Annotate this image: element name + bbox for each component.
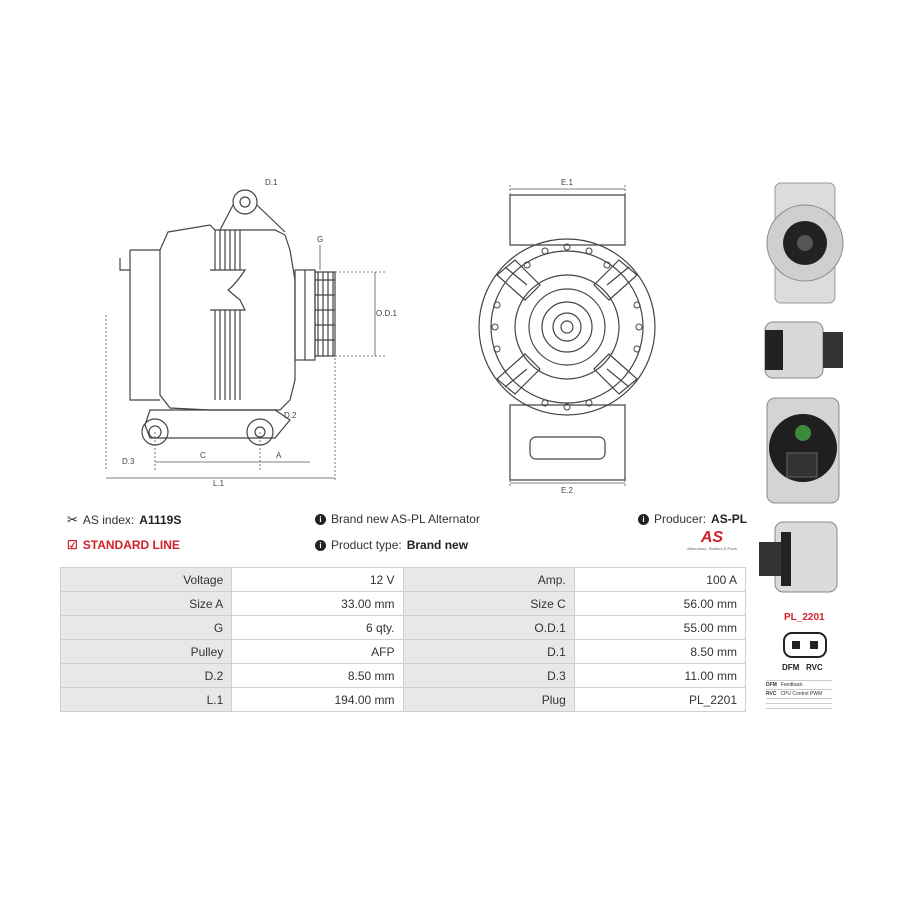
plug-legend (766, 680, 832, 709)
spec-label: L.1 (61, 688, 232, 712)
spec-value: 194.00 mm (232, 688, 403, 712)
spec-label: Size A (61, 592, 232, 616)
spec-row (61, 616, 746, 640)
spec-value: 56.00 mm (574, 592, 745, 616)
label-l1: L.1 (213, 479, 225, 488)
producer (638, 512, 747, 526)
plug-code: PL_2201 (784, 612, 825, 623)
spec-value: AFP (232, 640, 403, 664)
description (315, 512, 480, 526)
spec-label: Pulley (61, 640, 232, 664)
label-e2: E.2 (561, 486, 574, 495)
side-view-drawing (100, 170, 397, 490)
product-type (315, 538, 468, 552)
product-type-value: Brand new (406, 538, 469, 552)
spec-label: Plug (403, 688, 574, 712)
spec-value: 8.50 mm (574, 640, 745, 664)
spec-label: D.2 (61, 664, 232, 688)
front-view-drawing (465, 175, 645, 495)
as-index (67, 512, 181, 528)
product-photo-side[interactable] (757, 310, 849, 390)
brand-logo (678, 530, 746, 551)
spec-label: G (61, 616, 232, 640)
label-d3: D.3 (122, 457, 135, 466)
legend-desc: CPU Control PWM (780, 691, 823, 697)
plug-pin-rvc: RVC (806, 663, 823, 672)
info-icon: i (638, 514, 649, 525)
producer-label: Producer: (654, 512, 707, 526)
description-text: Brand new AS-PL Alternator (331, 512, 480, 526)
label-d2: D.2 (284, 411, 297, 420)
plug-pin-dfm: DFM (782, 663, 800, 672)
standard-line (67, 538, 180, 552)
producer-value: AS-PL (711, 512, 748, 526)
label-od1: O.D.1 (376, 309, 397, 318)
standard-line-label: STANDARD LINE (82, 538, 180, 552)
spec-value: 11.00 mm (574, 664, 745, 688)
spec-label: O.D.1 (403, 616, 574, 640)
info-icon: i (315, 514, 326, 525)
spec-label: D.3 (403, 664, 574, 688)
spec-value: 100 A (574, 568, 745, 592)
spec-value: 6 qty. (232, 616, 403, 640)
spec-value: 12 V (232, 568, 403, 592)
spec-label: Size C (403, 592, 574, 616)
checkbox-icon: ☑ (67, 538, 78, 552)
label-a: A (276, 451, 282, 460)
legend-desc: Feedback (780, 682, 803, 688)
logo-tagline: Alternators, Starters & Parts (687, 546, 737, 551)
label-g: G (317, 235, 324, 244)
spec-row (61, 640, 746, 664)
spec-label: Voltage (61, 568, 232, 592)
spec-value: 8.50 mm (232, 664, 403, 688)
spec-table (60, 567, 746, 712)
spec-row (61, 568, 746, 592)
logo-mark: AS (700, 529, 724, 546)
spec-row (61, 592, 746, 616)
product-photo-angle[interactable] (757, 512, 849, 602)
spec-value: PL_2201 (574, 688, 745, 712)
product-photo-rear[interactable] (757, 393, 849, 508)
product-type-label: Product type: (331, 538, 402, 552)
label-e1: E.1 (561, 178, 574, 187)
spec-row (61, 688, 746, 712)
label-d1: D.1 (265, 178, 278, 187)
legend-code: DFM (766, 682, 777, 688)
spec-value: 33.00 mm (232, 592, 403, 616)
spec-label: Amp. (403, 568, 574, 592)
spec-row (61, 664, 746, 688)
label-c: C (200, 451, 206, 460)
tag-icon: ✂ (67, 512, 78, 527)
as-index-label: AS index: (82, 513, 135, 527)
plug-connector-icon (780, 628, 830, 662)
as-index-value: A1119S (139, 513, 182, 527)
spec-label: D.1 (403, 640, 574, 664)
product-photo-front[interactable] (757, 178, 849, 308)
legend-code: RVC (766, 691, 777, 697)
spec-value: 55.00 mm (574, 616, 745, 640)
info-icon: i (315, 540, 326, 551)
